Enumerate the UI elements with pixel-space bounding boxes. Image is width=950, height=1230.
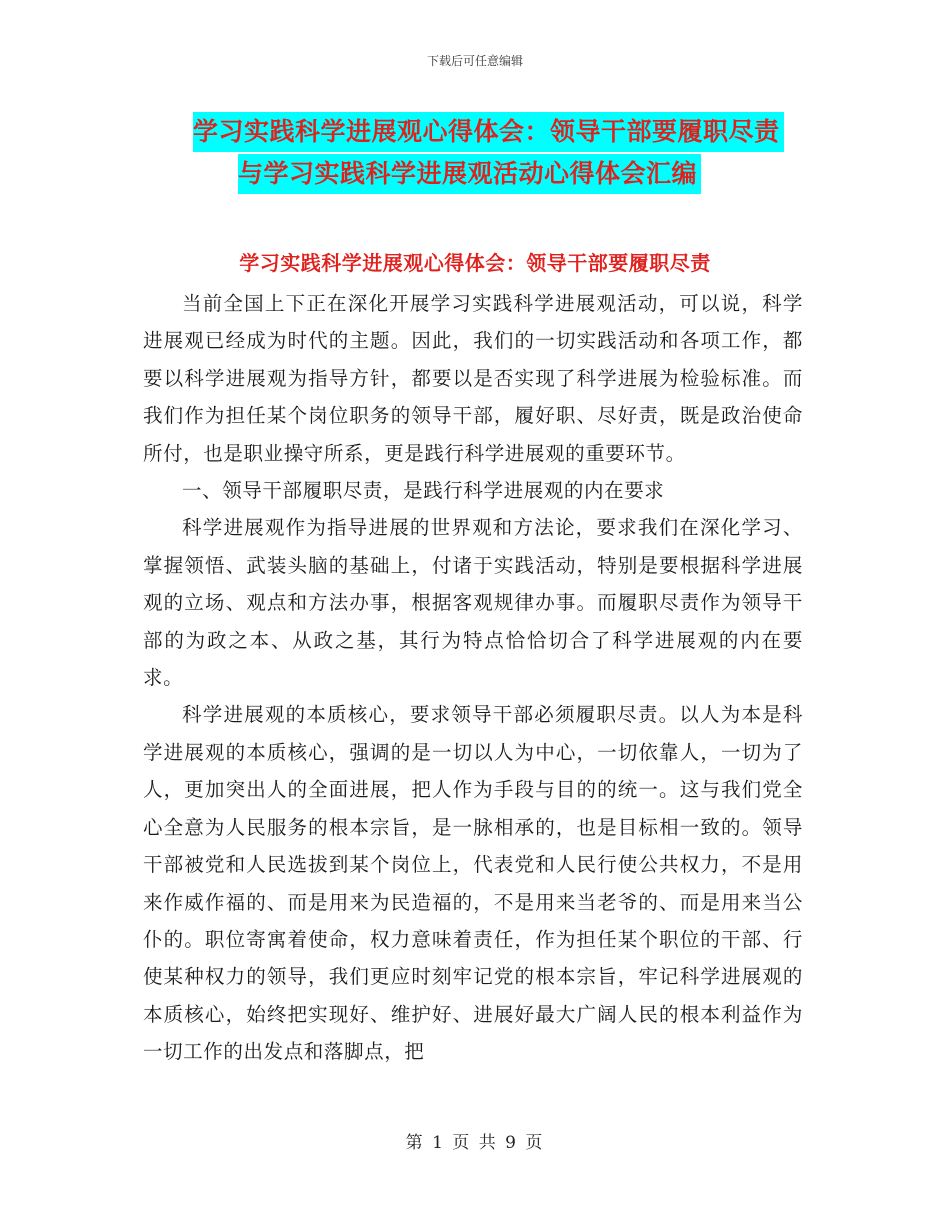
paragraph: 当前全国上下正在深化开展学习实践科学进展观活动，可以说，科学进展观已经成为时代的主题。因此，我们的一切实践活动和各项工作，都要以科学进展观为指导方针，都要以是否实现了科学进展为检验标准。而我们作为担任某个岗位职务的领导干部，履好职、尽好责，既是政治使命所付，也是职业操守所系，更是践行科学进展观的重要环节。 (143, 292, 803, 465)
paragraph: 科学进展观的本质核心，要求领导干部必须履职尽责。以人为本是科学进展观的本质核心，强调的是一切以人为中心，一切依靠人，一切为了人，更加突出人的全面进展，把人作为手段与目的的统一。这与我们党全心全意为人民服务的根本宗旨，是一脉相承的，也是目标相一致的。领导干部被党和人民选拔到某个岗位上，代表党和人民行使公共权力，不是用来作威作福的、而是用来为民造福的，不是用来当老爷的、而是用来当公仆的。职位寄寓着使命，权力意味着责任，作为担任某个职位的干部、行使某种权力的领导，我们更应时刻牢记党的根本宗旨，牢记科学进展观的本质核心，始终把实现好、维护好、进展好最大广阔人民的根本利益作为一切工作的出发点和落脚点，把 (143, 703, 803, 1064)
paragraph-heading: 一、领导干部履职尽责，是践行科学进展观的内在要求 (182, 479, 665, 503)
section-title: 学习实践科学进展观心得体会：领导干部要履职尽责 (239, 251, 711, 275)
document-title-line-1: 学习实践科学进展观心得体会：领导干部要履职尽责 (193, 112, 784, 152)
paragraph: 科学进展观作为指导进展的世界观和方法论，要求我们在深化学习、掌握领悟、武装头脑的基础上，付诸于实践活动，特别是要根据科学进展观的立场、观点和方法办事，根据客观规律办事。而履职尽责作为领导干部的为政之本、从政之基，其行为特点恰恰切合了科学进展观的内在要求。 (143, 516, 803, 690)
document-body (143, 285, 803, 1071)
page-number-footer: 第 1 页 共 9 页 (405, 1133, 545, 1153)
page-header-note: 下载后可任意编辑 (426, 54, 523, 68)
document-title-line-2: 与学习实践科学进展观活动心得体会汇编 (238, 154, 701, 194)
